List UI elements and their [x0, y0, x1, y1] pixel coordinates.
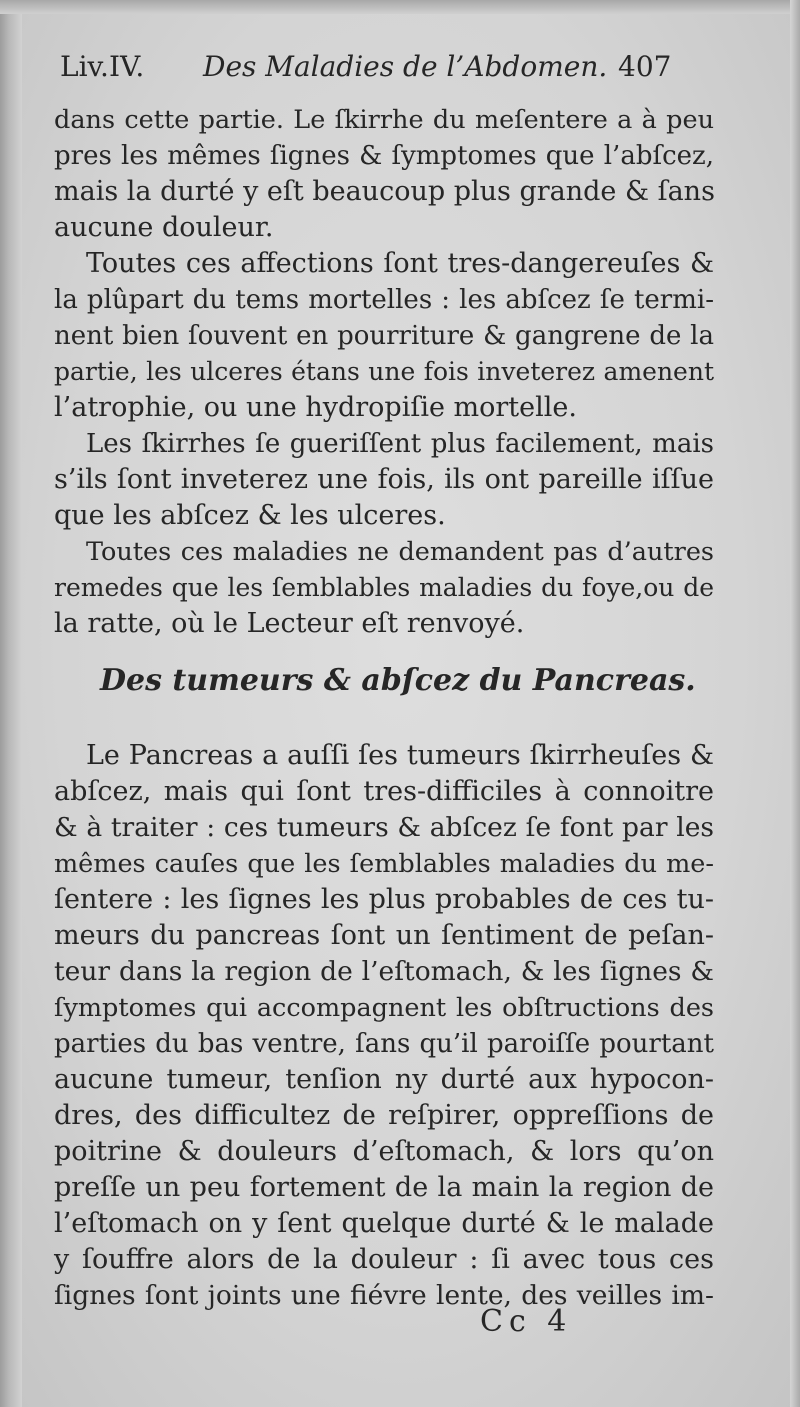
- text-line: abſcez, mais qui ſont tres-difficiles à connoitre: [54, 776, 714, 807]
- running-head-book: Liv.IV.: [60, 50, 145, 83]
- text-line: remedes que les ſemblables maladies du foye,ou de: [54, 573, 714, 602]
- page-shadow-right: [790, 0, 800, 1407]
- text-line: mais la durté y eſt beaucoup plus grande & ſans: [54, 176, 715, 207]
- text-line: que les abſcez & les ulceres.: [54, 500, 446, 531]
- text-line: Le Pancreas a auſſi ſes tumeurs ſkirrheuſes &: [86, 740, 714, 771]
- text-line: parties du bas ventre, ſans qu’il paroiſſe pourtant: [54, 1029, 714, 1059]
- text-line: Toutes ces affections ſont tres-dangereuſes &: [86, 248, 714, 279]
- page-number: 407: [618, 50, 672, 83]
- text-line: partie, les ulceres étans une fois inveterez amenent: [54, 357, 714, 386]
- page-shadow-top: [0, 0, 800, 14]
- text-line: l’eſtomach on y ſent quelque durté & le malade: [54, 1208, 714, 1239]
- text-line: dres, des difficultez de reſpirer, oppreſſions de: [54, 1100, 714, 1131]
- text-line: ſentere : les ſignes les plus probables de ces tu-: [54, 884, 714, 915]
- text-line: aucune douleur.: [54, 212, 274, 243]
- text-line: mêmes cauſes que les ſemblables maladies du me-: [54, 849, 714, 879]
- text-line: dans cette partie. Le ſkirrhe du meſentere a à peu: [54, 105, 714, 135]
- text-line: & à traiter : ces tumeurs & abſcez ſe font par les: [54, 812, 714, 843]
- running-head: [58, 40, 728, 94]
- text-line: pres les mêmes ſignes & ſymptomes que l’abſcez,: [54, 141, 714, 171]
- text-line: ſignes ſont joints une fiévre lente, des veilles im-: [54, 1280, 714, 1311]
- page-shadow-left: [0, 0, 22, 1407]
- signature-mark: Cc 4: [480, 1304, 573, 1339]
- text-line: l’atrophie, ou une hydropiſie mortelle.: [54, 392, 577, 423]
- text-line: y ſouffre alors de la douleur : ſi avec tous ces: [54, 1244, 714, 1275]
- text-line: nent bien ſouvent en pourriture & gangrene de la: [54, 321, 714, 351]
- text-line: Toutes ces maladies ne demandent pas d’autres: [86, 537, 714, 567]
- text-line: poitrine & douleurs d’eſtomach, & lors qu’on: [54, 1136, 714, 1167]
- running-head-title: Des Maladies de l’Abdomen.: [203, 50, 608, 83]
- text-line: ſymptomes qui accompagnent les obſtructions des: [54, 993, 714, 1023]
- section-heading: Des tumeurs & abſcez du Pancreas.: [100, 663, 696, 698]
- text-line: s’ils ſont inveterez une fois, ils ont pareille iſſue: [54, 464, 714, 495]
- text-line: preſſe un peu fortement de la main la region de: [54, 1172, 714, 1203]
- text-line: Les ſkirrhes ſe gueriſſent plus facilement, mais: [86, 429, 714, 459]
- text-line: aucune tumeur, tenſion ny durté aux hypocon-: [54, 1064, 714, 1095]
- text-line: la ratte, où le Lecteur eſt renvoyé.: [54, 608, 525, 639]
- text-line: meurs du pancreas ſont un ſentiment de peſan-: [54, 920, 714, 951]
- text-line: teur dans la region de l’eſtomach, & les ſignes &: [54, 956, 714, 987]
- text-line: la plûpart du tems mortelles : les abſcez ſe termi-: [54, 285, 714, 315]
